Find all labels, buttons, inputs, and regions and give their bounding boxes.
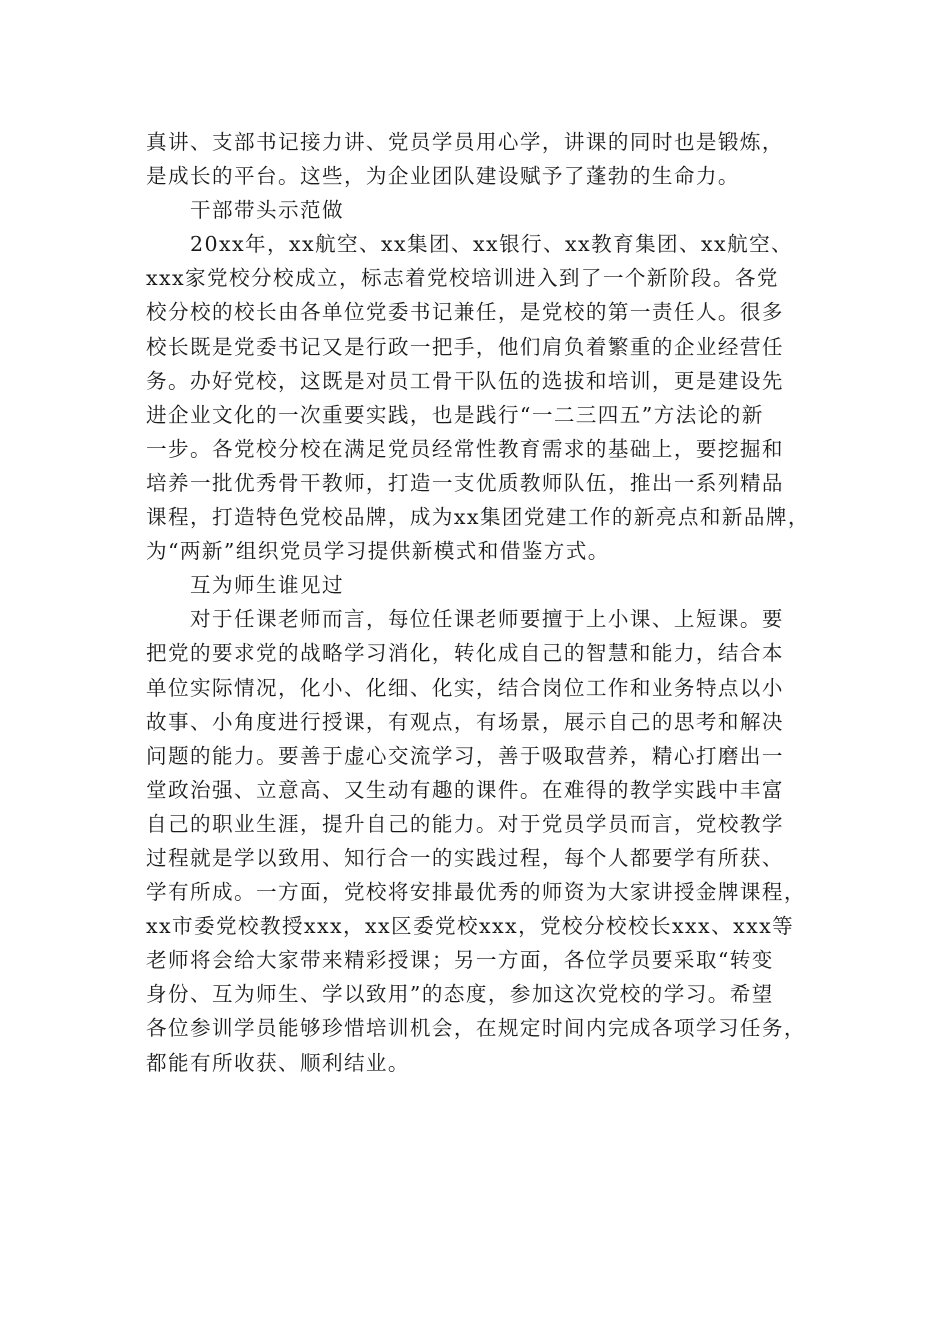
text-line: 务。办好党校，这既是对员工骨干队伍的选拔和培训，更是建设先	[146, 368, 784, 393]
text-line: 校分校的校长由各单位党委书记兼任，是党校的第一责任人。很多	[146, 300, 784, 325]
text-line: 进企业文化的一次重要实践，也是践行“一二三四五”方法论的新	[146, 402, 764, 427]
text-line: 把党的要求党的战略学习消化，转化成自己的智慧和能力，结合本	[146, 641, 784, 666]
document-body	[146, 125, 822, 1080]
text-line: 都能有所收获、顺利结业。	[146, 1050, 410, 1075]
text-line: 问题的能力。要善于虚心交流学习，善于吸取营养，精心打磨出一	[146, 743, 784, 768]
text-line: 培养一批优秀骨干教师，打造一支优质教师队伍，推出一系列精品	[146, 470, 784, 495]
text-line: 校长既是党委书记又是行政一把手，他们肩负着繁重的企业经营任	[146, 334, 784, 359]
text-line: 单位实际情况，化小、化细、化实，结合岗位工作和业务特点以小	[146, 675, 784, 700]
section-heading: 干部带头示范做	[190, 198, 344, 223]
section-heading: 互为师生谁见过	[190, 573, 344, 598]
text-line: 为“两新”组织党员学习提供新模式和借鉴方式。	[146, 539, 610, 564]
text-line: xxx家党校分校成立，标志着党校培训进入到了一个新阶段。各党	[146, 266, 779, 291]
text-line: 20xx年，xx航空、xx集团、xx银行、xx教育集团、xx航空、	[190, 232, 794, 257]
text-line: 学有所成。一方面，党校将安排最优秀的师资为大家讲授金牌课程，	[146, 880, 806, 905]
text-line: 各位参训学员能够珍惜培训机会，在规定时间内完成各项学习任务，	[146, 1016, 806, 1041]
text-line: 真讲、支部书记接力讲、党员学员用心学，讲课的同时也是锻炼，	[146, 130, 784, 154]
text-line: 一步。各党校分校在满足党员经常性教育需求的基础上，要挖掘和	[146, 436, 784, 461]
text-line: 故事、小角度进行授课，有观点，有场景，展示自己的思考和解决	[146, 709, 784, 734]
text-line: 课程，打造特色党校品牌，成为xx集团党建工作的新亮点和新品牌，	[146, 505, 810, 530]
text-line: 是成长的平台。这些，为企业团队建设赋予了蓬勃的生命力。	[146, 164, 740, 189]
text-line: 自己的职业生涯，提升自己的能力。对于党员学员而言，党校教学	[146, 811, 784, 836]
text-line: xx市委党校教授xxx，xx区委党校xxx，党校分校校长xxx、xxx等	[146, 914, 795, 939]
text-line: 堂政治强、立意高、又生动有趣的课件。在难得的教学实践中丰富	[146, 777, 784, 802]
text-line: 身份、互为师生、学以致用”的态度，参加这次党校的学习。希望	[146, 982, 774, 1007]
text-line: 对于任课老师而言，每位任课老师要擅于上小课、上短课。要	[190, 607, 784, 632]
text-line: 过程就是学以致用、知行合一的实践过程，每个人都要学有所获、	[146, 845, 784, 870]
text-line: 老师将会给大家带来精彩授课；另一方面，各位学员要采取“转变	[146, 948, 774, 973]
